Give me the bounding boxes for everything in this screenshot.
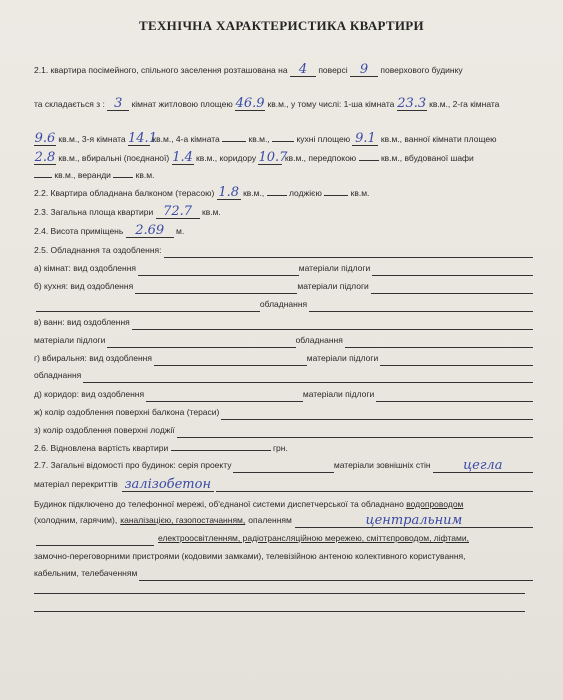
- rooms2-text-e: кв.м., ванної кімнати площею: [380, 134, 497, 144]
- rooms2-text-b: кв.м., 4-а кімната: [152, 134, 220, 144]
- rooms2-text-d: кухні площею: [296, 134, 351, 144]
- a-rooms-text-a: а) кімнат: вид оздоблення: [34, 263, 136, 273]
- s23-text-b: кв.м.: [201, 207, 221, 217]
- room4-area-blank: [222, 132, 246, 142]
- s22-text-a: 2.2. Квартира обладнана балконом (терасою): [34, 188, 215, 198]
- rooms3-line: [34, 150, 533, 166]
- balcony-color-blank: [221, 410, 533, 420]
- total-area-value: 72.7: [156, 206, 200, 219]
- bath-equipment-blank: [345, 338, 533, 348]
- kitchen-equipment-blank-left: [36, 302, 260, 312]
- toilet-equipment-label: обладнання: [34, 370, 82, 380]
- kitchen-equipment-label: обладнання: [259, 299, 308, 309]
- toilet-equipment-line: [34, 367, 533, 383]
- connections-line-2: [34, 512, 533, 528]
- v-bath-blank: [132, 320, 533, 330]
- bath-floor-line: [34, 332, 533, 348]
- bath-finish-line: [34, 314, 533, 330]
- conn4-text: замочно-переговорними пристроями (кодовими замками), телевізійною антеною колективного користування,: [34, 551, 466, 561]
- floor-mat-text-a: матеріали підлоги: [34, 335, 106, 345]
- floors-total-value: 9: [350, 64, 378, 77]
- project-series-blank: [233, 463, 333, 473]
- ceiling-height-value: 2.69: [126, 225, 174, 238]
- s26-text-b: грн.: [272, 443, 288, 453]
- blank-line-2: [34, 611, 525, 612]
- d-corr-text-b: матеріали підлоги: [302, 389, 375, 399]
- zh-text: ж) колір оздоблення поверхні балкона (тераси): [34, 407, 220, 417]
- v-bath-text: в) ванн: вид оздоблення: [34, 317, 130, 327]
- s21-text-a: 2.1. квартира посімейного, спільного заселення розташована на: [34, 65, 288, 75]
- section-2-5-line: [34, 242, 533, 258]
- b-kitchen-text-b: матеріали підлоги: [297, 281, 369, 291]
- s21-text-c: поверхового будинку: [380, 65, 463, 75]
- g-toilet-floor-blank: [380, 356, 533, 366]
- walls-material-value: цегла: [433, 460, 533, 473]
- blank-line-1: [34, 593, 525, 594]
- conn3-blank: [36, 536, 154, 546]
- connections-line-1: [34, 496, 533, 512]
- a-rooms-finish-blank: [138, 266, 299, 276]
- kitchen-equipment-line: [34, 296, 533, 312]
- rooms4-line: [34, 167, 533, 183]
- section-2-7-line: [34, 457, 533, 473]
- d-corr-finish-blank: [146, 392, 303, 402]
- b-kitchen-floor-blank: [371, 284, 533, 294]
- balcony-color-line: [34, 404, 533, 420]
- rooms3-text-c: кв.м., передпокою: [284, 153, 357, 163]
- s25-blank: [164, 248, 534, 258]
- d-corr-floor-blank: [376, 392, 533, 402]
- s27-text-b: матеріали зовнішніх стін: [333, 460, 431, 470]
- b-kitchen-finish-blank: [135, 284, 297, 294]
- rooms-finish-line: [34, 260, 533, 276]
- rooms3-text-b: кв.м., коридору: [195, 153, 257, 163]
- connections-line-3: [34, 530, 533, 546]
- rooms2-line: [34, 131, 533, 147]
- g-toilet-text-b: матеріали підлоги: [306, 353, 379, 363]
- s27-text-a: 2.7. Загальні відомості про будинок: серія проекту: [34, 460, 232, 470]
- living-area-value: 46.9: [235, 96, 265, 111]
- s22-blank-1: [267, 186, 287, 196]
- section-2-2-line: [34, 185, 533, 201]
- s24-text-a: 2.4. Висота приміщень: [34, 226, 124, 236]
- hallway-area-blank: [359, 151, 379, 161]
- section-2-1-line: [34, 62, 533, 78]
- loggia-area-blank: [324, 186, 348, 196]
- ceiling-material-value: залізобетон: [122, 479, 214, 492]
- conn2-text-c: опаленням: [248, 515, 292, 525]
- loggia-color-blank: [177, 428, 533, 438]
- ceiling-material-line: [34, 476, 533, 492]
- bath-area-value: 2.8: [34, 150, 56, 165]
- g-toilet-text-a: г) вбиральня: вид оздоблення: [34, 353, 152, 363]
- rooms2-blank: [272, 132, 294, 142]
- corridor-area-value: 10.7: [258, 150, 288, 165]
- s24-text-b: м.: [176, 226, 185, 236]
- rooms-count-value: 3: [107, 98, 129, 111]
- document-title: ТЕХНІЧНА ХАРАКТЕРИСТИКА КВАРТИРИ: [139, 18, 424, 33]
- b-kitchen-text-a: б) кухня: вид оздоблення: [34, 281, 134, 291]
- toilet-area-value: 1.4: [172, 150, 193, 165]
- connections-line-4: [34, 548, 533, 564]
- room3-area-value: 14.1: [128, 131, 157, 146]
- kitchen-equipment-blank: [309, 302, 533, 312]
- kitchen-area-value: 9.1: [352, 133, 378, 146]
- loggia-color-line: [34, 422, 533, 438]
- conn2-sewage-gas: каналізацією, газопостачанням,: [120, 515, 246, 525]
- g-toilet-finish-blank: [154, 356, 307, 366]
- conn2-text-a: (холодним, гарячим),: [34, 515, 118, 525]
- rooms2-text-a: кв.м., 3-я кімната: [58, 134, 126, 144]
- rooms-line: [34, 96, 533, 112]
- section-2-6-line: [34, 440, 533, 456]
- ceiling-text: матеріал перекриттів: [34, 479, 118, 489]
- kitchen-finish-line: [34, 278, 533, 294]
- ceiling-material-blank: [216, 482, 533, 492]
- conn5-blank: [139, 571, 533, 581]
- room1-area-value: 23.3: [397, 96, 427, 111]
- rooms3-text-a: кв.м., вбиральні (поєднаної): [58, 153, 170, 163]
- cost-blank: [171, 441, 271, 451]
- s26-text-a: 2.6. Відновлена вартість квартири: [34, 443, 169, 453]
- rooms2-text-c: кв.м.,: [248, 134, 270, 144]
- rooms3-text-d: кв.м., вбудованої шафи: [380, 153, 474, 163]
- conn1-text-a: Будинок підключено до телефонної мережі, об'єднаної системи диспетчерської та обладнано: [34, 499, 404, 509]
- balcony-area-value: 1.8: [218, 185, 240, 200]
- a-rooms-floor-blank: [372, 266, 533, 276]
- toilet-equipment-blank: [83, 373, 533, 383]
- s22-text-b: кв.м.,: [243, 188, 265, 198]
- rooms-text-d: кв.м., 2-га кімната: [429, 99, 500, 109]
- closet-area-blank: [34, 168, 52, 178]
- z-text: з) колір оздоблення поверхні лоджії: [34, 425, 175, 435]
- heating-type-value: центральним: [295, 515, 533, 528]
- section-2-4-line: [34, 223, 533, 239]
- veranda-area-blank: [113, 168, 133, 178]
- conn5-text: кабельним, телебаченням: [34, 568, 138, 578]
- rooms-text-b: кімнат житловою площею: [131, 99, 233, 109]
- s25-text: 2.5. Обладнання та оздоблення:: [34, 245, 162, 255]
- floor-mat-text-b: обладнання: [295, 335, 343, 345]
- d-corr-text-a: д) коридор: вид оздоблення: [34, 389, 145, 399]
- floor-value: 4: [290, 64, 316, 77]
- section-2-3-line: [34, 204, 533, 220]
- connections-line-5: [34, 565, 533, 581]
- corridor-finish-line: [34, 386, 533, 402]
- s22-text-c: лоджією: [289, 188, 322, 198]
- conn1-water-supply: водопроводом: [406, 499, 464, 509]
- toilet-finish-line: [34, 350, 533, 366]
- conn3-text-a: електроосвітленням, радіотрансляційною мережею, сміттєпроводом, ліфтами,: [158, 533, 469, 543]
- s22-text-d: кв.м.: [350, 188, 370, 198]
- s23-text-a: 2.3. Загальна площа квартири: [34, 207, 154, 217]
- room2-area-value: 9.6: [34, 131, 56, 146]
- a-rooms-text-b: матеріали підлоги: [298, 263, 371, 273]
- rooms-text-c: кв.м., у тому числі: 1-ша кімната: [267, 99, 395, 109]
- s21-text-b: поверсі: [318, 65, 348, 75]
- rooms4-text-b: кв.м.: [135, 170, 155, 180]
- rooms4-text-a: кв.м., веранди: [54, 170, 111, 180]
- rooms-text-a: та складається з :: [34, 99, 105, 109]
- bath-floor-blank: [107, 338, 295, 348]
